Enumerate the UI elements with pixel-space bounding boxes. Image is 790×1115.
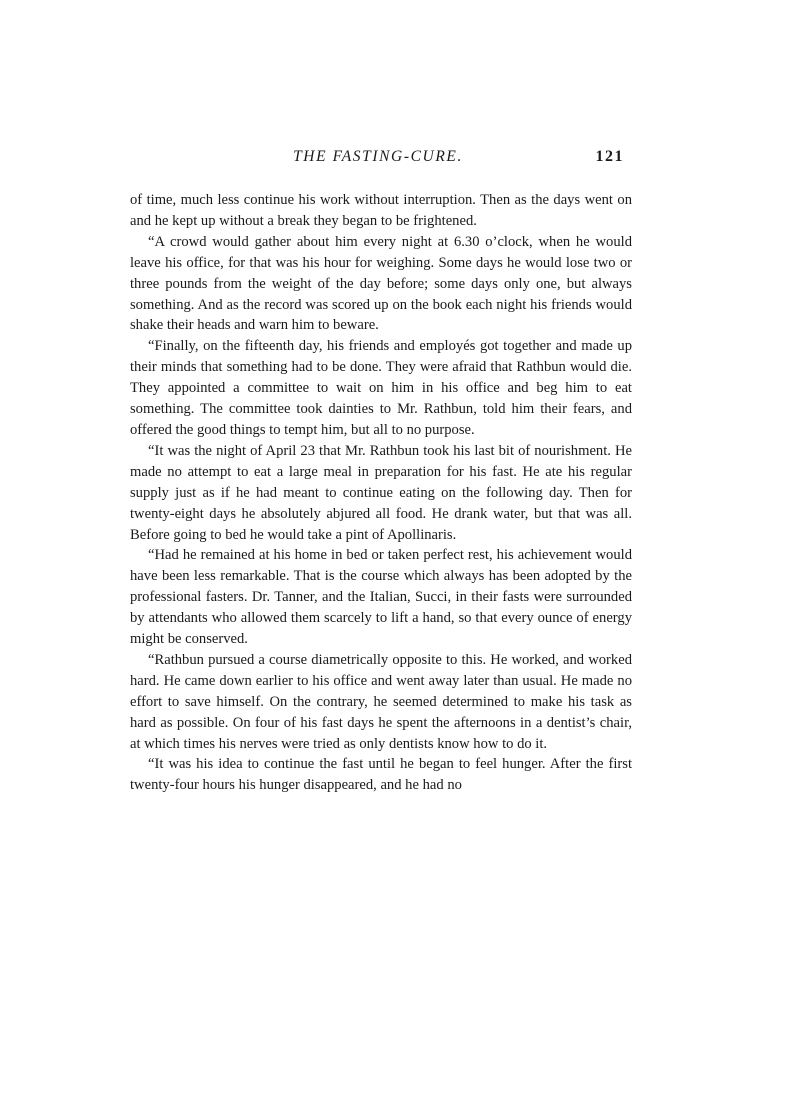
paragraph: “It was the night of April 23 that Mr. Rathbun took his last bit of nourishment. He made no attempt to eat a large meal in preparation for his fast. He ate his regular supply just as if he had meant to continue eating on the following day. Then for twenty-eight days he absolutely abjured all food. He drank water, but that was all. Before going to bed he would take a pint of Apollinaris. bbox=[130, 442, 632, 543]
paragraph: “Rathbun pursued a course diametrically opposite to this. He worked, and worked hard. He came down earlier to his office and went away later than usual. He made no effort to save himself. On the contrary, he seemed determined to make his task as hard as possible. On four of his fast days he spent the afternoons in a dentist’s chair, at which times his nerves were tried as only dentists know how to do it. bbox=[130, 651, 632, 752]
page-number: 121 bbox=[595, 148, 624, 165]
paragraph: of time, much less continue his work without interruption. Then as the days went on and he kept up without a break they began to be frightened. bbox=[130, 192, 632, 229]
paragraph: “Had he remained at his home in bed or taken perfect rest, his achievement would have been less remarkable. That is the course which always has been adopted by the professional fasters. Dr. Tanner, and the Italian, Succi, in their fasts were surrounded by attendants who allowed them scarcely to lift a hand, so that every ounce of energy might be conserved. bbox=[130, 547, 632, 648]
paragraph: “A crowd would gather about him every night at 6.30 o’clock, when he would leave his office, for that was his hour for weighing. Some days he would lose two or three pounds from the weight of the day before; some days only one, but always something. And as the record was scored up on the book each night his friends would shake their heads and warn him to beware. bbox=[130, 233, 632, 334]
body-text bbox=[130, 190, 632, 796]
running-title: THE FASTING-CURE. bbox=[293, 148, 463, 165]
paragraph: “Finally, on the fifteenth day, his friends and employés got together and made up their minds that something had to be done. They were afraid that Rathbun would die. They appointed a committee to wait on him in his office and beg him to eat something. The committee took dainties to Mr. Rathbun, told him their fears, and offered the good things to tempt him, but all to no purpose. bbox=[130, 338, 632, 438]
page-header bbox=[130, 148, 626, 170]
paragraph: “It was his idea to continue the fast until he began to feel hunger. After the first twenty-four hours his hunger disappeared, and he had no bbox=[130, 756, 632, 794]
